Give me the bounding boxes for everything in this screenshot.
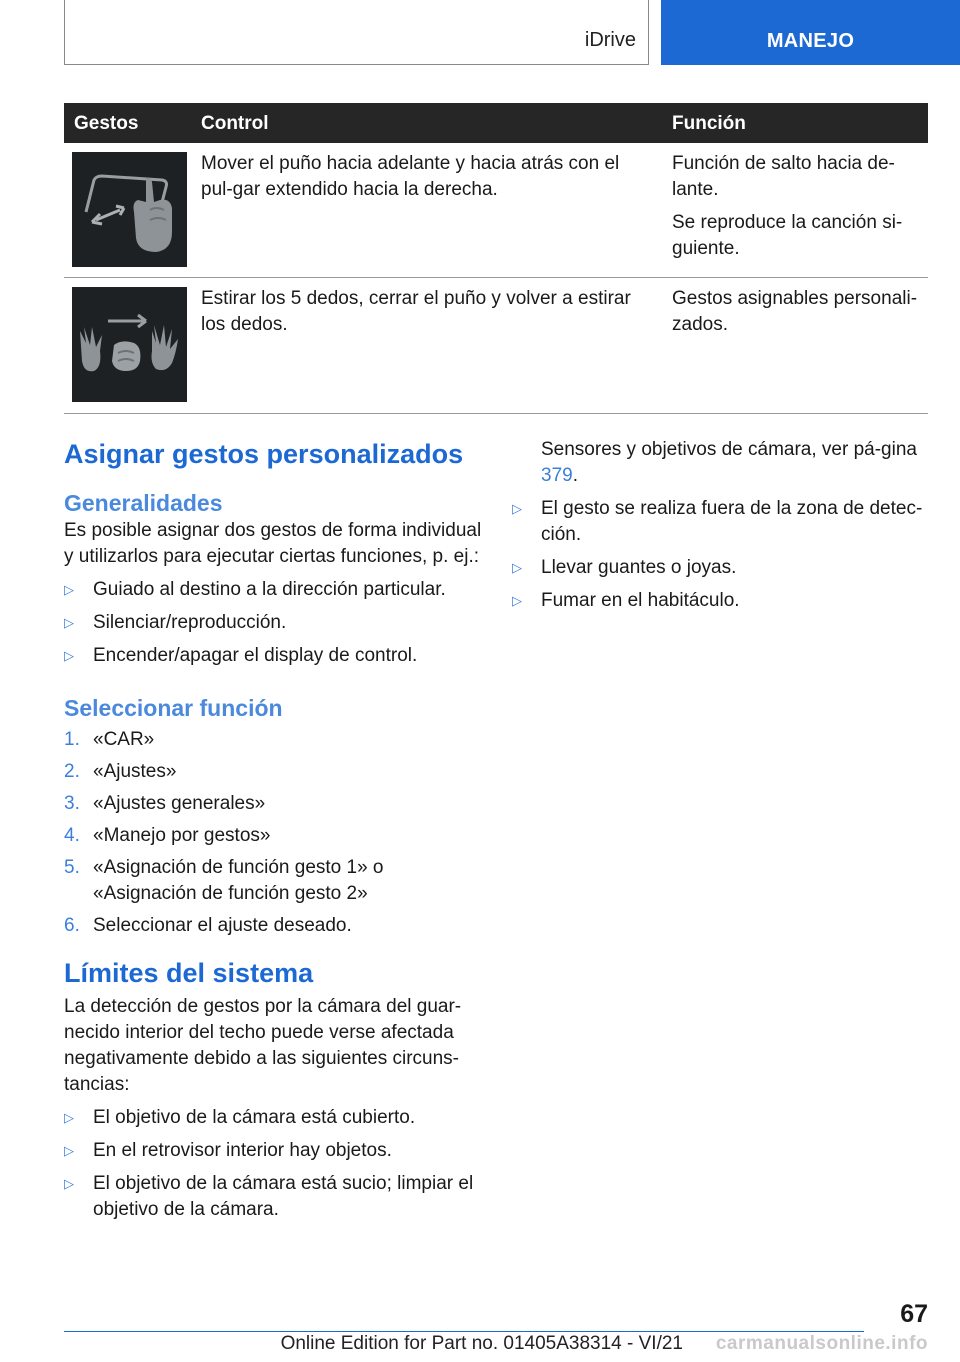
triangle-bullet-icon: ▷ — [64, 1110, 74, 1125]
triangle-bullet-icon: ▷ — [512, 560, 522, 575]
continued-list-item: Sensores y objetivos de cámara, ver pá-gina 379. — [541, 439, 917, 486]
gesture-fist-swipe-icon — [72, 152, 187, 267]
header-frame — [64, 0, 649, 65]
right-column — [512, 437, 928, 614]
page-reference-link[interactable]: 379 — [541, 465, 573, 486]
general-text: Es posible asignar dos gestos de forma individual y utilizarlos para ejecutar ciertas funciones, p. ej.: — [64, 520, 482, 567]
table-row — [64, 143, 928, 278]
list-item: ▷ Fumar en el habitáculo. — [512, 588, 928, 614]
list-item: 2. «Ajustes» — [64, 761, 177, 782]
steps-list — [64, 727, 484, 939]
page-number: 67 — [900, 1300, 928, 1328]
limits-list-continued — [512, 496, 928, 614]
col-header-control: Control — [201, 113, 269, 134]
gesture-table — [64, 103, 928, 414]
list-item: 4. «Manejo por gestos» — [64, 825, 271, 846]
triangle-bullet-icon: ▷ — [512, 593, 522, 608]
triangle-bullet-icon: ▷ — [64, 1176, 74, 1191]
col-header-gestures: Gestos — [74, 113, 139, 134]
list-item: 1. «CAR» — [64, 729, 155, 750]
heading-system-limits: Límites del sistema — [64, 958, 314, 988]
list-item: ▷ El objetivo de la cámara está sucio; limpiar el objetivo de la cámara. — [64, 1173, 474, 1220]
general-list — [64, 577, 484, 669]
list-item: ▷ Encender/apagar el display de control. — [64, 643, 484, 669]
list-item: ▷ El objetivo de la cámara está cubierto. — [64, 1105, 484, 1131]
watermark: carmanualsonline.info — [715, 1333, 928, 1354]
footer-edition: Online Edition for Part no. 01405A38314 - VI/21 — [280, 1333, 683, 1354]
heading-assign-gestures: Asignar gestos personalizados — [64, 439, 464, 469]
triangle-bullet-icon: ▷ — [64, 1143, 74, 1158]
list-item: ▷ Llevar guantes o joyas. — [512, 555, 928, 581]
control-text: Mover el puño hacia adelante y hacia atrás con el pul-gar extendido hacia la derecha. — [201, 153, 620, 200]
list-item: ▷ Silenciar/reproducción. — [64, 610, 484, 636]
function-text: Gestos asignables personali-zados. — [672, 288, 918, 335]
heading-select-function: Seleccionar función — [64, 695, 283, 721]
heading-general: Generalidades — [64, 490, 223, 516]
control-text: Estirar los 5 dedos, cerrar el puño y volver a estirar los dedos. — [201, 288, 631, 335]
chapter-tab: MANEJO — [661, 0, 960, 65]
triangle-bullet-icon: ▷ — [64, 648, 74, 663]
table-row — [64, 278, 928, 414]
limits-list — [64, 1105, 484, 1223]
list-item: 3. «Ajustes generales» — [64, 793, 266, 814]
col-header-function: Función — [672, 113, 746, 134]
function-text: Función de salto hacia de-lante. Se reproduce la canción si-guiente. — [672, 153, 903, 259]
limits-text: La detección de gestos por la cámara del guar-necido interior del techo puede verse afectada negativamente debido a las siguientes circuns-tancias: — [64, 996, 462, 1095]
table-header — [64, 103, 928, 143]
list-item: ▷ El gesto se realiza fuera de la zona de detec-ción. — [512, 498, 923, 545]
list-item: ▷ En el retrovisor interior hay objetos. — [64, 1138, 484, 1164]
section-title: iDrive — [584, 29, 636, 51]
triangle-bullet-icon: ▷ — [64, 582, 74, 597]
list-item: ▷ Guiado al destino a la dirección particular. — [64, 577, 484, 603]
triangle-bullet-icon: ▷ — [64, 615, 74, 630]
triangle-bullet-icon: ▷ — [512, 501, 522, 516]
list-item: 5. «Asignación de función gesto 1» o «Asignación de función gesto 2» — [64, 857, 384, 904]
left-column — [64, 437, 484, 1223]
footer-divider — [64, 1331, 864, 1332]
gesture-hand-open-close-icon — [72, 287, 187, 402]
list-item: 6. Seleccionar el ajuste deseado. — [64, 915, 352, 936]
